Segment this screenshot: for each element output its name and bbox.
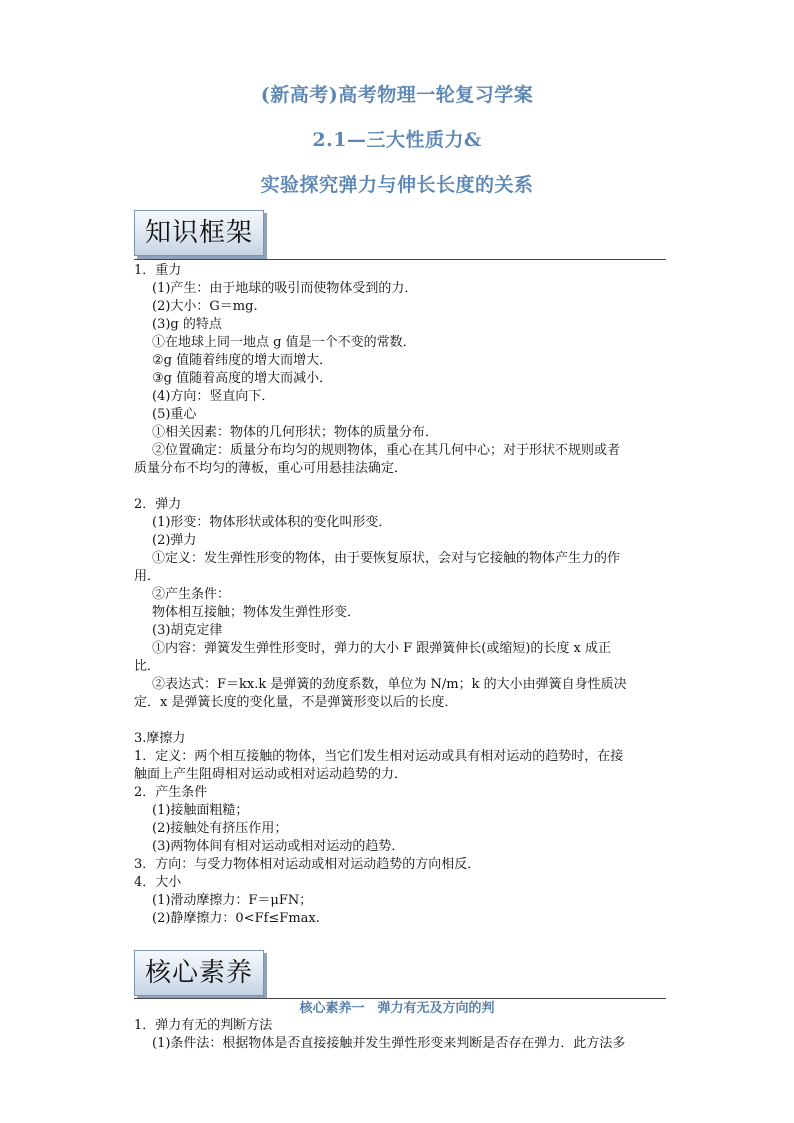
text-line: 触面上产生阻碍相对运动或相对运动趋势的力．: [134, 767, 408, 782]
text-line: 用．: [134, 569, 161, 584]
text-line: 4．大小: [134, 875, 182, 890]
text-line: 3．方向：与受力物体相对运动或相对运动趋势的方向相反．: [134, 857, 481, 872]
heading-gravity: 1．重力: [134, 263, 182, 278]
text-line: ①相关因素：物体的几何形状；物体的质量分布．: [152, 425, 439, 440]
section-divider: [134, 259, 666, 260]
text-line: ②产生条件：: [152, 587, 231, 602]
text-line: 质量分布不均匀的薄板，重心可用悬挂法确定．: [134, 461, 408, 476]
text-line: ①内容：弹簧发生弹性形变时，弹力的大小 F 跟弹簧伸长(或缩短)的长度 x 成正: [152, 641, 612, 656]
text-line: (1)形变：物体形状或体积的变化叫形变．: [152, 515, 392, 530]
heading-friction: 3.摩擦力: [134, 731, 186, 746]
chapter-title: 2.1—三大性质力&: [312, 129, 482, 151]
text-line: ②位置确定：质量分布均匀的规则物体，重心在其几何中心；对于形状不规则或者: [152, 443, 621, 458]
chapter-subtitle: 实验探究弹力与伸长长度的关系: [260, 174, 534, 196]
text-line: 1．定义：两个相互接触的物体，当它们发生相对运动或具有相对运动的趋势时，在接: [134, 749, 624, 764]
heading-elastic-force: 2．弹力: [134, 497, 182, 512]
text-line: (1)产生：由于地球的吸引而使物体受到的力．: [152, 281, 418, 296]
text-line: 比．: [134, 659, 161, 674]
text-line: ①在地球上同一地点 g 值是一个不变的常数．: [152, 335, 416, 350]
core-subheading: 核心素养一 弹力有无及方向的判: [299, 1001, 495, 1016]
text-line: (1)接触面粗糙；: [152, 803, 249, 818]
text-line: (3)两物体间有相对运动或相对运动的趋势．: [152, 839, 405, 854]
text-line: (5)重心: [152, 407, 197, 422]
text-line: (2)接触处有挤压作用；: [152, 821, 288, 836]
text-line: (2)大小：G＝mg.: [152, 299, 258, 314]
text-line: 定．x 是弹簧长度的变化量，不是弹簧形变以后的长度．: [134, 695, 458, 710]
text-line: (1)条件法：根据物体是否直接接触并发生弹性形变来判断是否存在弹力．此方法多: [152, 1036, 626, 1051]
text-line: (2)静摩擦力：0<Ff≤Fmax.: [152, 911, 320, 926]
section-banner-knowledge: 知识框架: [134, 210, 264, 256]
text-line: (1)滑动摩擦力：F＝μFN；: [152, 893, 313, 908]
text-line: ①定义：发生弹性形变的物体，由于要恢复原状，会对与它接触的物体产生力的作: [152, 551, 621, 566]
text-line: (2)弹力: [152, 533, 197, 548]
text-line: ②表达式：F＝kx.k 是弹簧的劲度系数，单位为 N/m；k 的大小由弹簧自身性质决: [152, 677, 627, 692]
text-line: (4)方向：竖直向下．: [152, 389, 275, 404]
text-line: ③g 值随着高度的增大而减小．: [152, 371, 333, 386]
text-line: 1．弹力有无的判断方法: [134, 1018, 273, 1033]
text-line: 2．产生条件: [134, 785, 208, 800]
text-line: 物体相互接触；物体发生弹性形变．: [152, 605, 361, 620]
document-title: (新高考)高考物理一轮复习学案: [260, 84, 534, 106]
text-line: ②g 值随着纬度的增大而增大．: [152, 353, 333, 368]
section-banner-core: 核心素养: [134, 950, 264, 996]
text-line: (3)胡克定律: [152, 623, 223, 638]
text-line: (3)g 的特点: [152, 317, 222, 332]
